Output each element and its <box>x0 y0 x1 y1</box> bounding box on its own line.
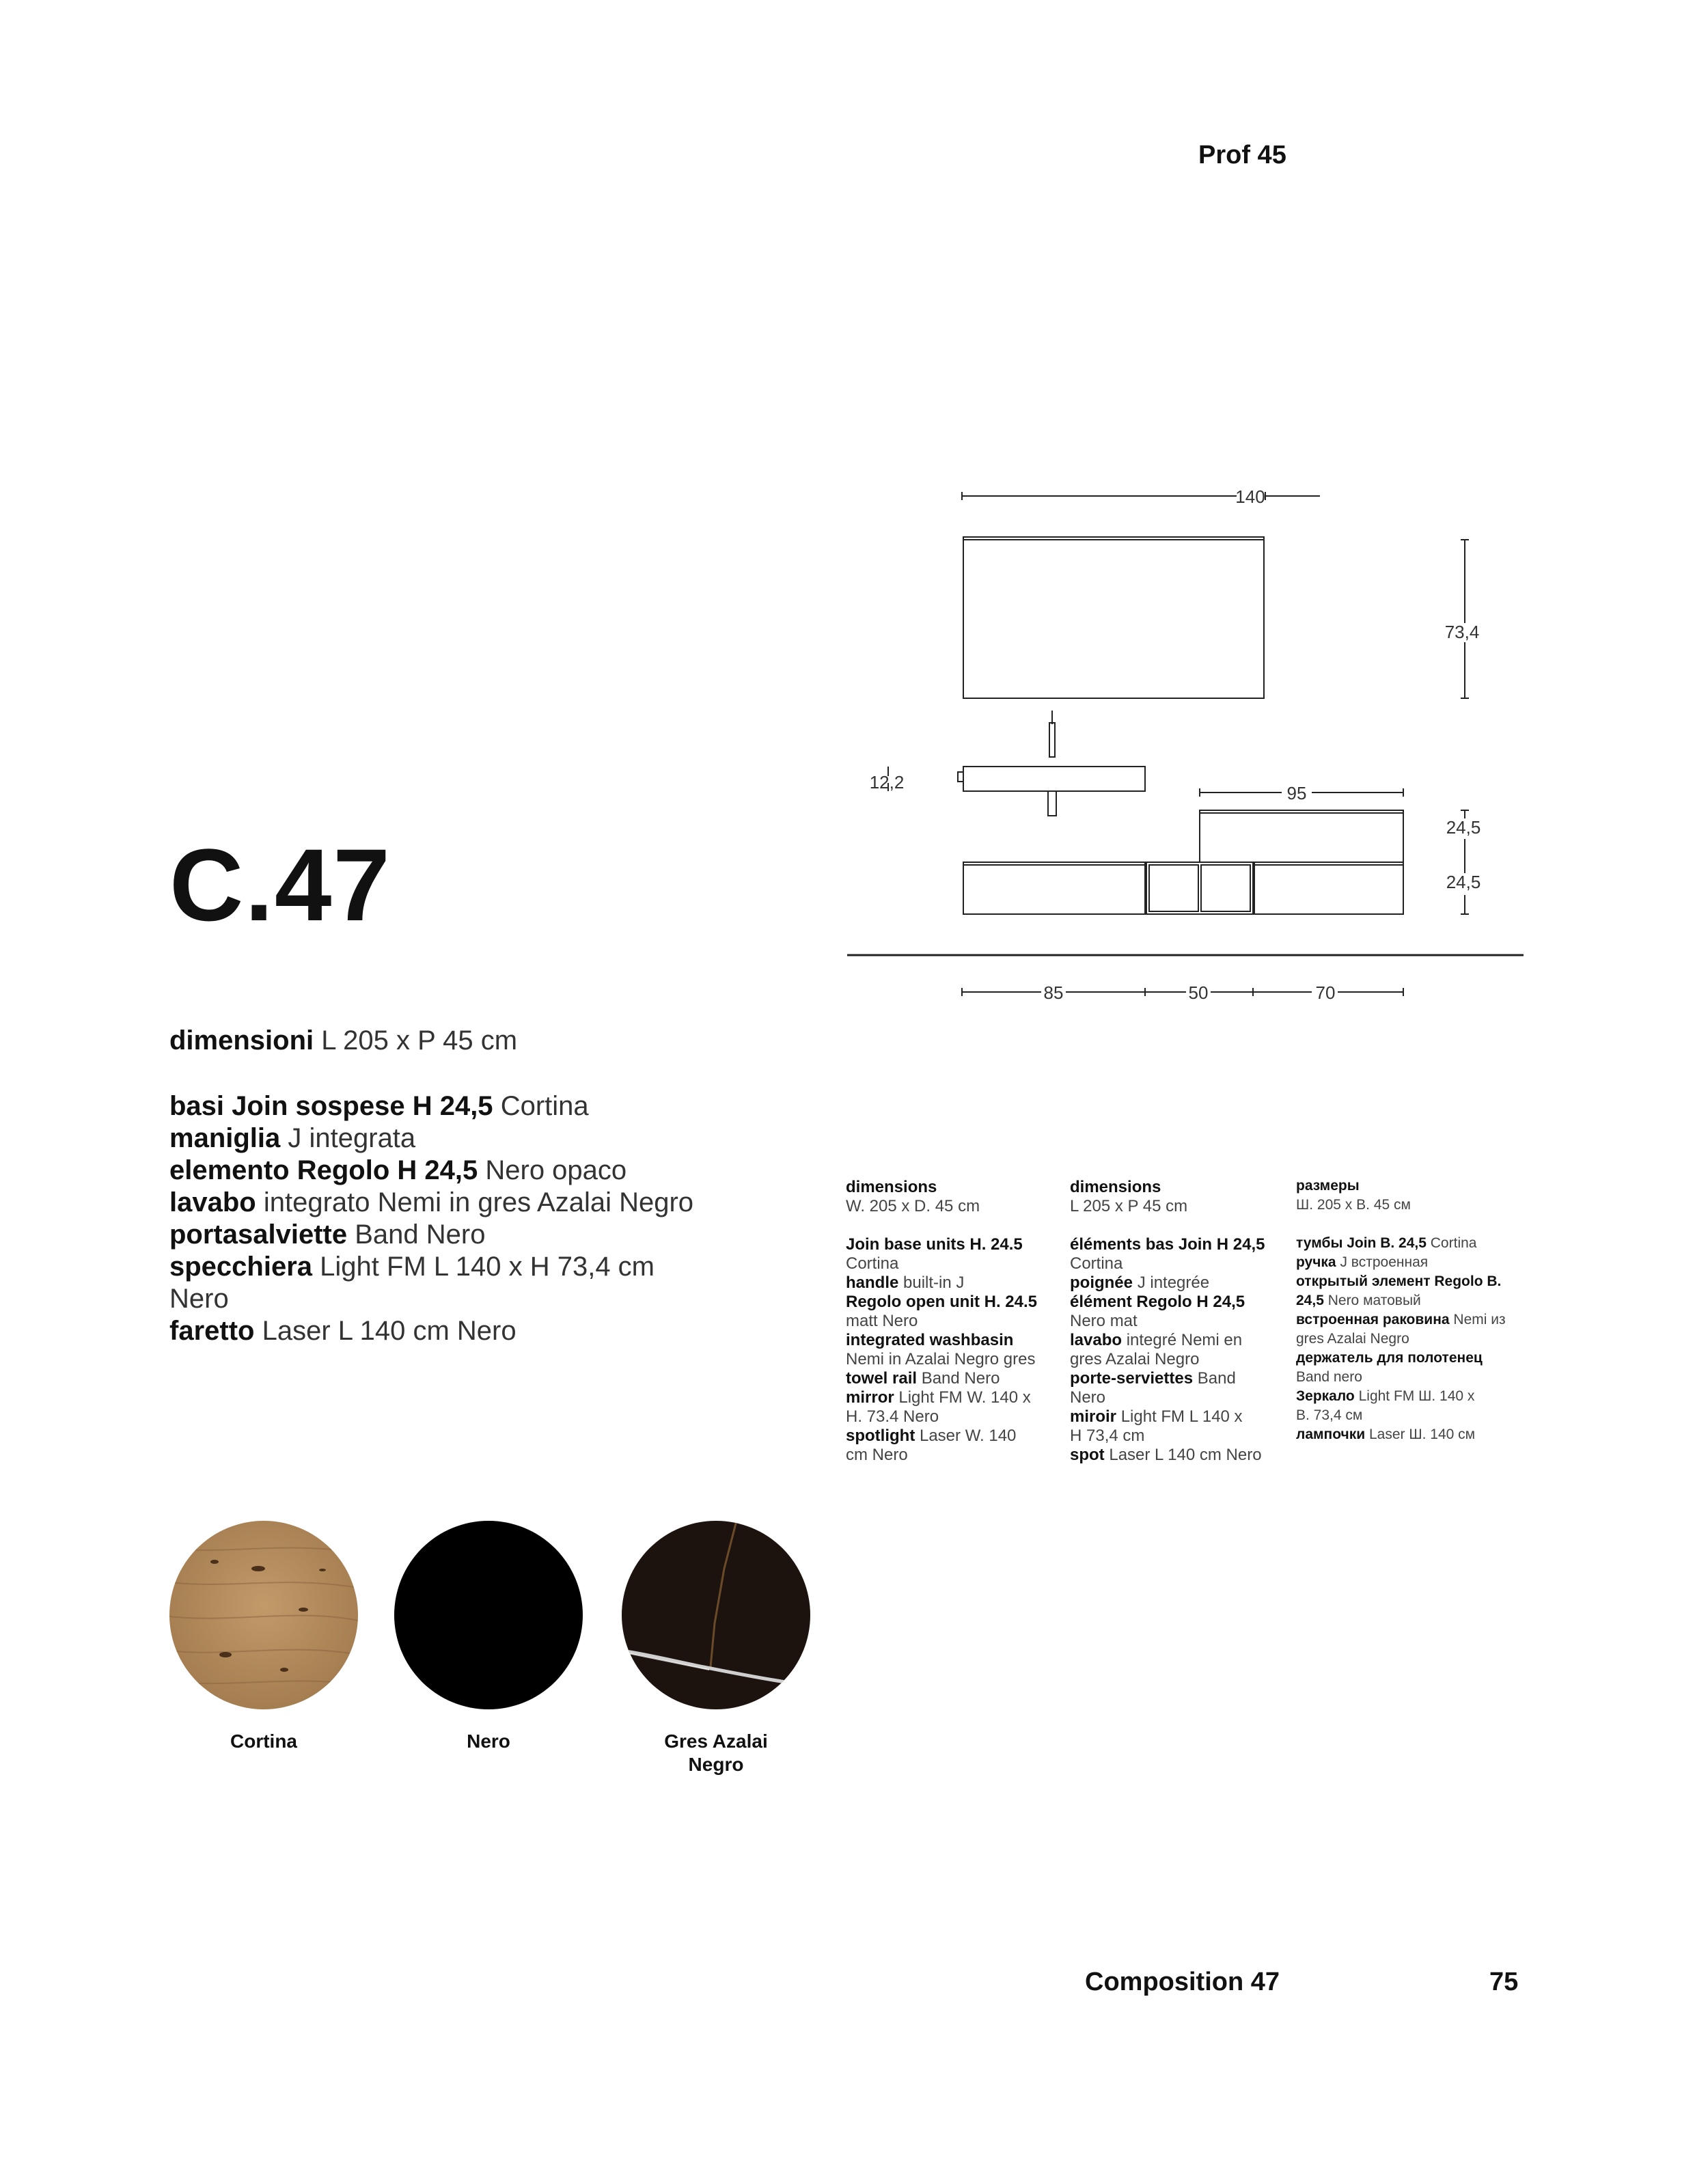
en-line-label: integrated washbasin <box>846 1331 1014 1349</box>
swatch-nero <box>394 1521 583 1709</box>
dim-bottom-2: 50 <box>1188 982 1209 1003</box>
ru-line <box>1296 1310 1515 1330</box>
spec-dimensions-label: dimensioni <box>169 1025 314 1056</box>
ru-line-label: держатель для полотенец <box>1296 1350 1483 1366</box>
spec-value: Nero <box>169 1284 229 1314</box>
ru-line-value: J встроенная <box>1340 1254 1429 1270</box>
fr-dimensions-value: L 205 x P 45 cm <box>1070 1197 1188 1215</box>
fr-line <box>1070 1388 1282 1407</box>
prof-label: Prof 45 <box>1198 141 1286 169</box>
fr-line <box>1070 1235 1282 1254</box>
swatch-label-cortina: Cortina <box>230 1731 297 1752</box>
spec-label: lavabo <box>169 1187 256 1217</box>
en-line-label: Regolo open unit H. 24.5 <box>846 1293 1038 1311</box>
ru-line-label: встроенная раковина <box>1296 1312 1450 1327</box>
ru-line-value: Nemi из <box>1453 1312 1506 1327</box>
spec-value: J integrata <box>288 1123 416 1153</box>
upper-unit-rect <box>1200 810 1403 862</box>
spec-parts-list <box>169 1090 693 1347</box>
fr-line-label: miroir <box>1070 1407 1117 1426</box>
ru-line-value: Light FM Ш. 140 х <box>1358 1388 1475 1404</box>
en-line-value: H. 73.4 Nero <box>846 1407 939 1426</box>
fr-line-value: gres Azalai Negro <box>1070 1350 1200 1368</box>
fr-line <box>1070 1427 1282 1446</box>
ru-line-label: лампочки <box>1296 1427 1366 1442</box>
fr-line-value: Light FM L 140 x <box>1120 1407 1243 1426</box>
fr-line-label: porte-serviettes <box>1070 1369 1194 1388</box>
ru-line <box>1296 1330 1515 1349</box>
spec-item <box>169 1155 693 1187</box>
spec-value: Band Nero <box>355 1220 486 1250</box>
technical-drawing <box>834 471 1530 1025</box>
fr-line <box>1070 1273 1282 1293</box>
ru-line <box>1296 1368 1515 1387</box>
spec-value: Laser L 140 cm Nero <box>262 1316 516 1346</box>
spec-item <box>169 1187 693 1219</box>
en-line-value: Nemi in Azalai Negro gres <box>846 1350 1036 1368</box>
fr-line <box>1070 1312 1282 1331</box>
ru-line-value: Laser Ш. 140 см <box>1369 1427 1476 1442</box>
page-number: 75 <box>1489 1968 1519 1996</box>
ru-line-value: gres Azalai Negro <box>1296 1331 1409 1347</box>
spec-item <box>169 1219 693 1251</box>
spec-label: portasalviette <box>169 1220 348 1250</box>
en-line <box>846 1254 1058 1273</box>
en-line <box>846 1369 1058 1388</box>
spec-dimensions-value: L 205 x P 45 cm <box>321 1025 518 1056</box>
en-line <box>846 1388 1058 1407</box>
ru-line-label: открытый элемент Regolo В. <box>1296 1273 1502 1289</box>
ru-line-label: 24,5 <box>1296 1293 1324 1308</box>
en-line-label: spotlight <box>846 1427 915 1445</box>
en-line <box>846 1407 1058 1427</box>
spec-item <box>169 1122 693 1155</box>
dim-mirror-height: 73,4 <box>1444 622 1480 642</box>
specs-english <box>846 1178 1058 1465</box>
en-dimensions-label: dimensions <box>846 1178 937 1196</box>
fr-dimensions-label: dimensions <box>1070 1178 1161 1196</box>
swatch-label-gres-text: Gres Azalai Negro <box>664 1731 768 1775</box>
fr-line-label: élément Regolo H 24,5 <box>1070 1293 1245 1311</box>
fr-line-value: Laser L 140 cm Nero <box>1109 1446 1262 1464</box>
dim-lower-unit-height: 24,5 <box>1446 872 1481 892</box>
en-line-value: Laser W. 140 <box>919 1427 1017 1445</box>
ru-dimensions-value: Ш. 205 х В. 45 см <box>1296 1197 1411 1213</box>
spec-label: specchiera <box>169 1252 313 1282</box>
spec-item <box>169 1090 693 1122</box>
en-line <box>846 1293 1058 1312</box>
composition-code: C.47 <box>169 827 391 942</box>
ru-line <box>1296 1272 1515 1291</box>
fr-line <box>1070 1407 1282 1427</box>
en-line-value: Band Nero <box>921 1369 1000 1388</box>
ru-line <box>1296 1349 1515 1368</box>
fr-line <box>1070 1331 1282 1350</box>
en-line <box>846 1235 1058 1254</box>
en-line-value: cm Nero <box>846 1446 908 1464</box>
en-line-label: mirror <box>846 1388 894 1407</box>
fr-line-label: éléments bas Join H 24,5 <box>1070 1235 1265 1254</box>
swatch-cortina <box>169 1521 358 1709</box>
specs-french <box>1070 1178 1282 1465</box>
fr-line <box>1070 1350 1282 1369</box>
spec-item <box>169 1283 693 1315</box>
spec-label: elemento Regolo H 24,5 <box>169 1155 478 1185</box>
fr-line-value: H 73,4 cm <box>1070 1427 1145 1445</box>
swatch-label-nero: Nero <box>467 1731 510 1752</box>
dim-bottom-3: 70 <box>1315 982 1336 1003</box>
en-line-label: Join base units H. 24.5 <box>846 1235 1023 1254</box>
en-line-value: built-in J <box>903 1273 965 1292</box>
en-line-label: handle <box>846 1273 899 1292</box>
dim-bottom-1: 85 <box>1043 982 1064 1003</box>
ru-line-label: Зеркало <box>1296 1388 1355 1404</box>
spec-label: faretto <box>169 1316 255 1346</box>
specs-russian <box>1296 1176 1515 1444</box>
ru-line <box>1296 1234 1515 1253</box>
en-line <box>846 1350 1058 1369</box>
en-line <box>846 1427 1058 1446</box>
ru-line <box>1296 1425 1515 1444</box>
dim-mirror-width: 140 <box>1235 486 1265 507</box>
spec-dimensions <box>169 1025 517 1057</box>
ru-line-value: Nero матовый <box>1327 1293 1421 1308</box>
swatch-gres-azalai-negro <box>622 1521 810 1709</box>
en-line <box>846 1273 1058 1293</box>
ru-line <box>1296 1406 1515 1425</box>
ru-line <box>1296 1291 1515 1310</box>
fr-line-value: Cortina <box>1070 1254 1123 1273</box>
fr-line-label: poignée <box>1070 1273 1133 1292</box>
ru-line-label: тумбы Join В. 24,5 <box>1296 1235 1427 1251</box>
en-line-value: Light FM W. 140 x <box>898 1388 1031 1407</box>
fr-line-label: spot <box>1070 1446 1105 1464</box>
lower-unit-left <box>963 862 1145 914</box>
ru-line-value: Cortina <box>1430 1235 1477 1251</box>
fr-line <box>1070 1446 1282 1465</box>
en-line-value: Cortina <box>846 1254 899 1273</box>
en-line-value: matt Nero <box>846 1312 918 1330</box>
drain <box>1048 791 1056 816</box>
dim-upper-unit-height: 24,5 <box>1446 817 1481 838</box>
spec-label: basi Join sospese H 24,5 <box>169 1091 493 1121</box>
ru-line <box>1296 1387 1515 1406</box>
fr-line-value: J integrée <box>1137 1273 1210 1292</box>
mirror-rect <box>963 537 1264 698</box>
lower-unit-right <box>1254 862 1403 914</box>
washbasin-rect <box>963 767 1145 791</box>
fr-line <box>1070 1293 1282 1312</box>
dim-basin-height: 12,2 <box>869 772 905 793</box>
fr-line <box>1070 1254 1282 1273</box>
spec-item <box>169 1251 693 1283</box>
spec-value: Nero opaco <box>485 1155 627 1185</box>
regolo-open-unit <box>1146 862 1253 914</box>
spec-label: maniglia <box>169 1123 281 1153</box>
fr-line-value: Nero <box>1070 1388 1106 1407</box>
dim-upper-unit-width: 95 <box>1286 783 1307 803</box>
faucet <box>1049 723 1055 757</box>
fr-line-value: Band <box>1197 1369 1236 1388</box>
en-line <box>846 1331 1058 1350</box>
en-line <box>846 1446 1058 1465</box>
ru-line-label: ручка <box>1296 1254 1336 1270</box>
fr-line-value: integré Nemi en <box>1126 1331 1243 1349</box>
spec-value: Light FM L 140 x H 73,4 cm <box>320 1252 655 1282</box>
en-line <box>846 1312 1058 1331</box>
ru-line-value: В. 73,4 см <box>1296 1407 1363 1423</box>
ru-line-value: Band nero <box>1296 1369 1362 1385</box>
spec-value: Cortina <box>500 1091 589 1121</box>
fr-line-label: lavabo <box>1070 1331 1122 1349</box>
footer-title: Composition 47 <box>1085 1968 1280 1996</box>
spec-item <box>169 1315 693 1347</box>
fr-line <box>1070 1369 1282 1388</box>
ru-line <box>1296 1253 1515 1272</box>
en-line-label: towel rail <box>846 1369 918 1388</box>
ru-dimensions-label: размеры <box>1296 1178 1360 1194</box>
en-dimensions-value: W. 205 x D. 45 cm <box>846 1197 980 1215</box>
fr-line-value: Nero mat <box>1070 1312 1138 1330</box>
swatch-label-gres <box>614 1730 818 1776</box>
spec-value: integrato Nemi in gres Azalai Negro <box>263 1187 694 1217</box>
